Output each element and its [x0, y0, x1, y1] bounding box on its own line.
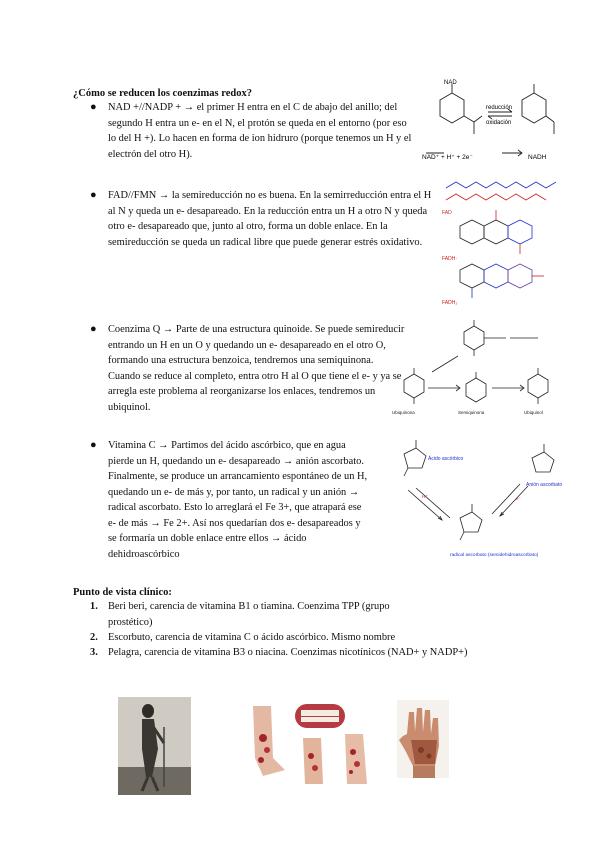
svg-text:Ubiquinol: Ubiquinol — [524, 410, 543, 415]
item-text: Escorbuto, carencia de vitamina C o ácido ascórbico. Mismo nombre — [108, 632, 396, 643]
svg-text:H⁺: H⁺ — [422, 494, 428, 499]
item-number: 1. — [90, 601, 98, 612]
oxidation-label: oxidación — [486, 120, 512, 126]
section-title-clinical: Punto de vista clínico: — [73, 587, 172, 598]
nadh-label: NADH — [528, 154, 547, 160]
paragraph-vitc: Vitamina C → Partimos del ácido ascórbico, que en agua pierde un H, quedando un e- desapareado → anión ascorbato. Finalmente, se produce un arrancamiento espontáneo de un H, quedando un e- de más y, por tanto, un radical y un anión → radical ascorbato. Esto lo arreglará el Fe 3+, que atrapará ese e- de más → Fe 2+. Así nos quedarían dos e- desapareados y se formaría un doble enlace entre ellos → ácido dehidroascórbico — [108, 440, 368, 560]
bullet-dot: ● — [90, 439, 97, 451]
svg-text:Semiquinona: Semiquinona — [458, 410, 485, 415]
svg-text:FAD: FAD — [442, 210, 452, 216]
clinical-item-1 — [90, 599, 430, 630]
clinical-item-2 — [90, 630, 490, 646]
svg-text:e⁻: e⁻ — [516, 496, 521, 501]
fad-fmn-structures-figure — [440, 178, 562, 308]
paragraph-fad: FAD//FMN → la semireducción no es buena. En la semirreducción entra el H al N y queda un e- desapareado. En la reducción entra un H a otro N y queda otro e- desapareado que, junto al otro, forma un doble enlace. En la semireducción se queda un radical libre que puede generar estrés oxidativo. — [108, 190, 432, 248]
ascorbate-radical-label: radical ascorbato (semidehidroascorbato) — [450, 553, 539, 558]
pellagra-photo — [397, 700, 449, 778]
svg-text:FADH·: FADH· — [442, 256, 457, 262]
item-text: Beri beri, carencia de vitamina B1 o tiamina. Coenzima TPP (grupo prostético) — [108, 601, 390, 628]
bullet-dot: ● — [90, 101, 97, 113]
scurvy-photo — [245, 698, 373, 794]
ascorbate-anion-label: Anión ascorbato — [526, 482, 563, 488]
vitamin-c-figure — [378, 438, 568, 574]
nad-reduction-figure — [422, 78, 562, 160]
svg-text:FADH₂: FADH₂ — [442, 300, 458, 306]
nad-label: NAD — [444, 80, 457, 86]
item-number: 2. — [90, 632, 98, 643]
clinical-item-3 — [90, 645, 470, 661]
bullet-dot: ● — [90, 189, 97, 201]
reduction-label: reducción — [486, 105, 513, 111]
bullet-dot: ● — [90, 323, 97, 335]
nad-equation-left: NAD⁺ + H⁺ + 2e⁻ — [422, 154, 473, 160]
svg-text:Ubiquinona: Ubiquinona — [392, 410, 415, 415]
beriberi-photo — [118, 697, 191, 795]
section-title-redox: ¿Cómo se reducen los coenzimas redox? — [73, 88, 252, 99]
paragraph-coq: Coenzima Q → Parte de una estructura quinoide. Se puede semireducir entrando un H en un O y quedando un e- desapareado en el otro O, formando una estructura benzoica, tendremos una semiquinona. Cuando se reduce al completo, entra otro H al O que tiene el e- y ya se arregla este problema al reorganizarse los enlaces, tendremos un ubiquinol. — [108, 324, 405, 413]
ascorbic-acid-label: Ácido ascórbico — [428, 456, 464, 462]
paragraph-nad: NAD +//NADP + → el primer H entra en el C de abajo del anillo; del segundo H entra un e- en el N, el protón se queda en el entorno (por eso lo del H +). Lo hacen en forma de ion hidruro (porque tenemos un H y el electrón del otro H). — [108, 102, 412, 160]
coenzyme-q-figure — [388, 318, 568, 420]
item-number: 3. — [90, 647, 98, 658]
item-text: Pelagra, carencia de vitamina B3 o niacina. Coenzimas nicotínicos (NAD+ y NADP+) — [108, 647, 468, 658]
